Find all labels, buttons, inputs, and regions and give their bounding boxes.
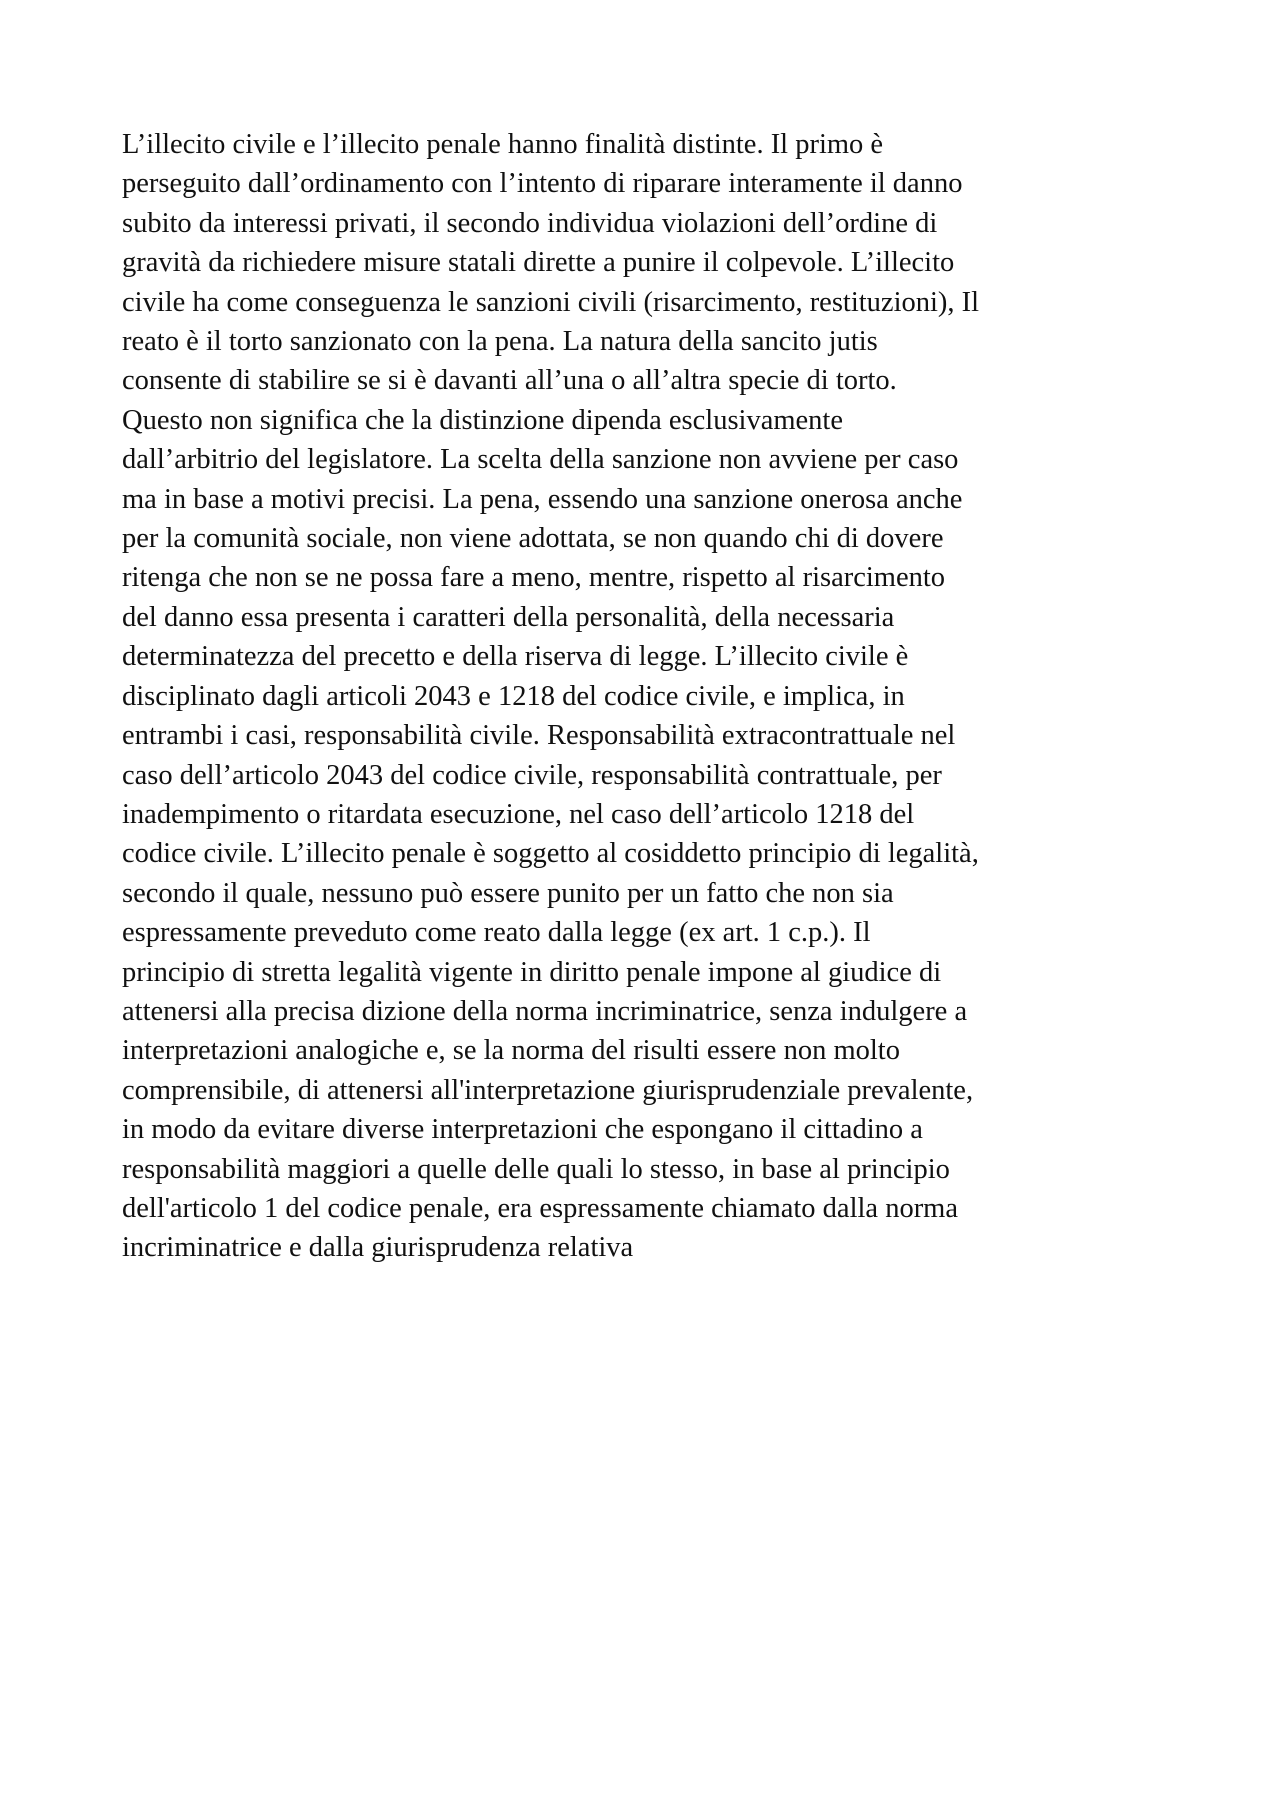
paragraph-line: espressamente preveduto come reato dalla legge (ex art. 1 c.p.). Il xyxy=(122,917,871,949)
paragraph-line: responsabilità maggiori a quelle delle quali lo stesso, in base al principio xyxy=(122,1153,950,1185)
paragraph-line: civile ha come conseguenza le sanzioni civili (risarcimento, restituzioni), Il xyxy=(122,286,980,318)
paragraph-line: caso dell’articolo 2043 del codice civile, responsabilità contrattuale, per xyxy=(122,759,942,791)
paragraph-line: perseguito dall’ordinamento con l’intento di riparare interamente il danno xyxy=(122,168,963,200)
paragraph-line: secondo il quale, nessuno può essere punito per un fatto che non sia xyxy=(122,877,894,909)
paragraph-line: ma in base a motivi precisi. La pena, essendo una sanzione onerosa anche xyxy=(122,483,963,515)
paragraph-line: Questo non significa che la distinzione dipenda esclusivamente xyxy=(122,404,844,436)
paragraph-line: entrambi i casi, responsabilità civile. Responsabilità extracontrattuale nel xyxy=(122,720,956,752)
paragraph-line: inadempimento o ritardata esecuzione, nel caso dell’articolo 1218 del xyxy=(122,798,915,830)
paragraph-line: gravità da richiedere misure statali dirette a punire il colpevole. L’illecito xyxy=(122,247,955,279)
paragraph-line: in modo da evitare diverse interpretazioni che espongano il cittadino a xyxy=(122,1114,923,1146)
paragraph-line: disciplinato dagli articoli 2043 e 1218 del codice civile, e implica, in xyxy=(122,680,905,712)
paragraph-line: dall’arbitrio del legislatore. La scelta della sanzione non avviene per caso xyxy=(122,444,959,476)
paragraph-line: per la comunità sociale, non viene adottata, se non quando chi di dovere xyxy=(122,523,944,555)
paragraph-line: principio di stretta legalità vigente in diritto penale impone al giudice di xyxy=(122,956,942,988)
paragraph-line: L’illecito civile e l’illecito penale hanno finalità distinte. Il primo è xyxy=(122,129,884,160)
paragraph-line: comprensibile, di attenersi all'interpretazione giurisprudenziale prevalente, xyxy=(122,1074,974,1106)
paragraph-line: codice civile. L’illecito penale è soggetto al cosiddetto principio di legalità, xyxy=(122,838,979,870)
paragraph-line: reato è il torto sanzionato con la pena. La natura della sancito jutis xyxy=(122,326,878,358)
paragraph-line: consente di stabilire se si è davanti all’una o all’altra specie di torto. xyxy=(122,365,897,397)
paragraph-line: dell'articolo 1 del codice penale, era espressamente chiamato dalla norma xyxy=(122,1192,959,1224)
paragraph-line: attenersi alla precisa dizione della norma incriminatrice, senza indulgere a xyxy=(122,995,968,1027)
body-paragraph xyxy=(122,125,1182,1268)
paragraph-line: del danno essa presenta i caratteri della personalità, della necessaria xyxy=(122,601,895,633)
paragraph-line: incriminatrice e dalla giurisprudenza relativa xyxy=(122,1232,634,1264)
paragraph-line: interpretazioni analogiche e, se la norma del risulti essere non molto xyxy=(122,1035,900,1067)
paragraph-line: subito da interessi privati, il secondo individua violazioni dell’ordine di xyxy=(122,207,938,239)
paragraph-line: determinatezza del precetto e della riserva di legge. L’illecito civile è xyxy=(122,641,909,673)
paragraph-line: ritenga che non se ne possa fare a meno, mentre, rispetto al risarcimento xyxy=(122,562,946,594)
